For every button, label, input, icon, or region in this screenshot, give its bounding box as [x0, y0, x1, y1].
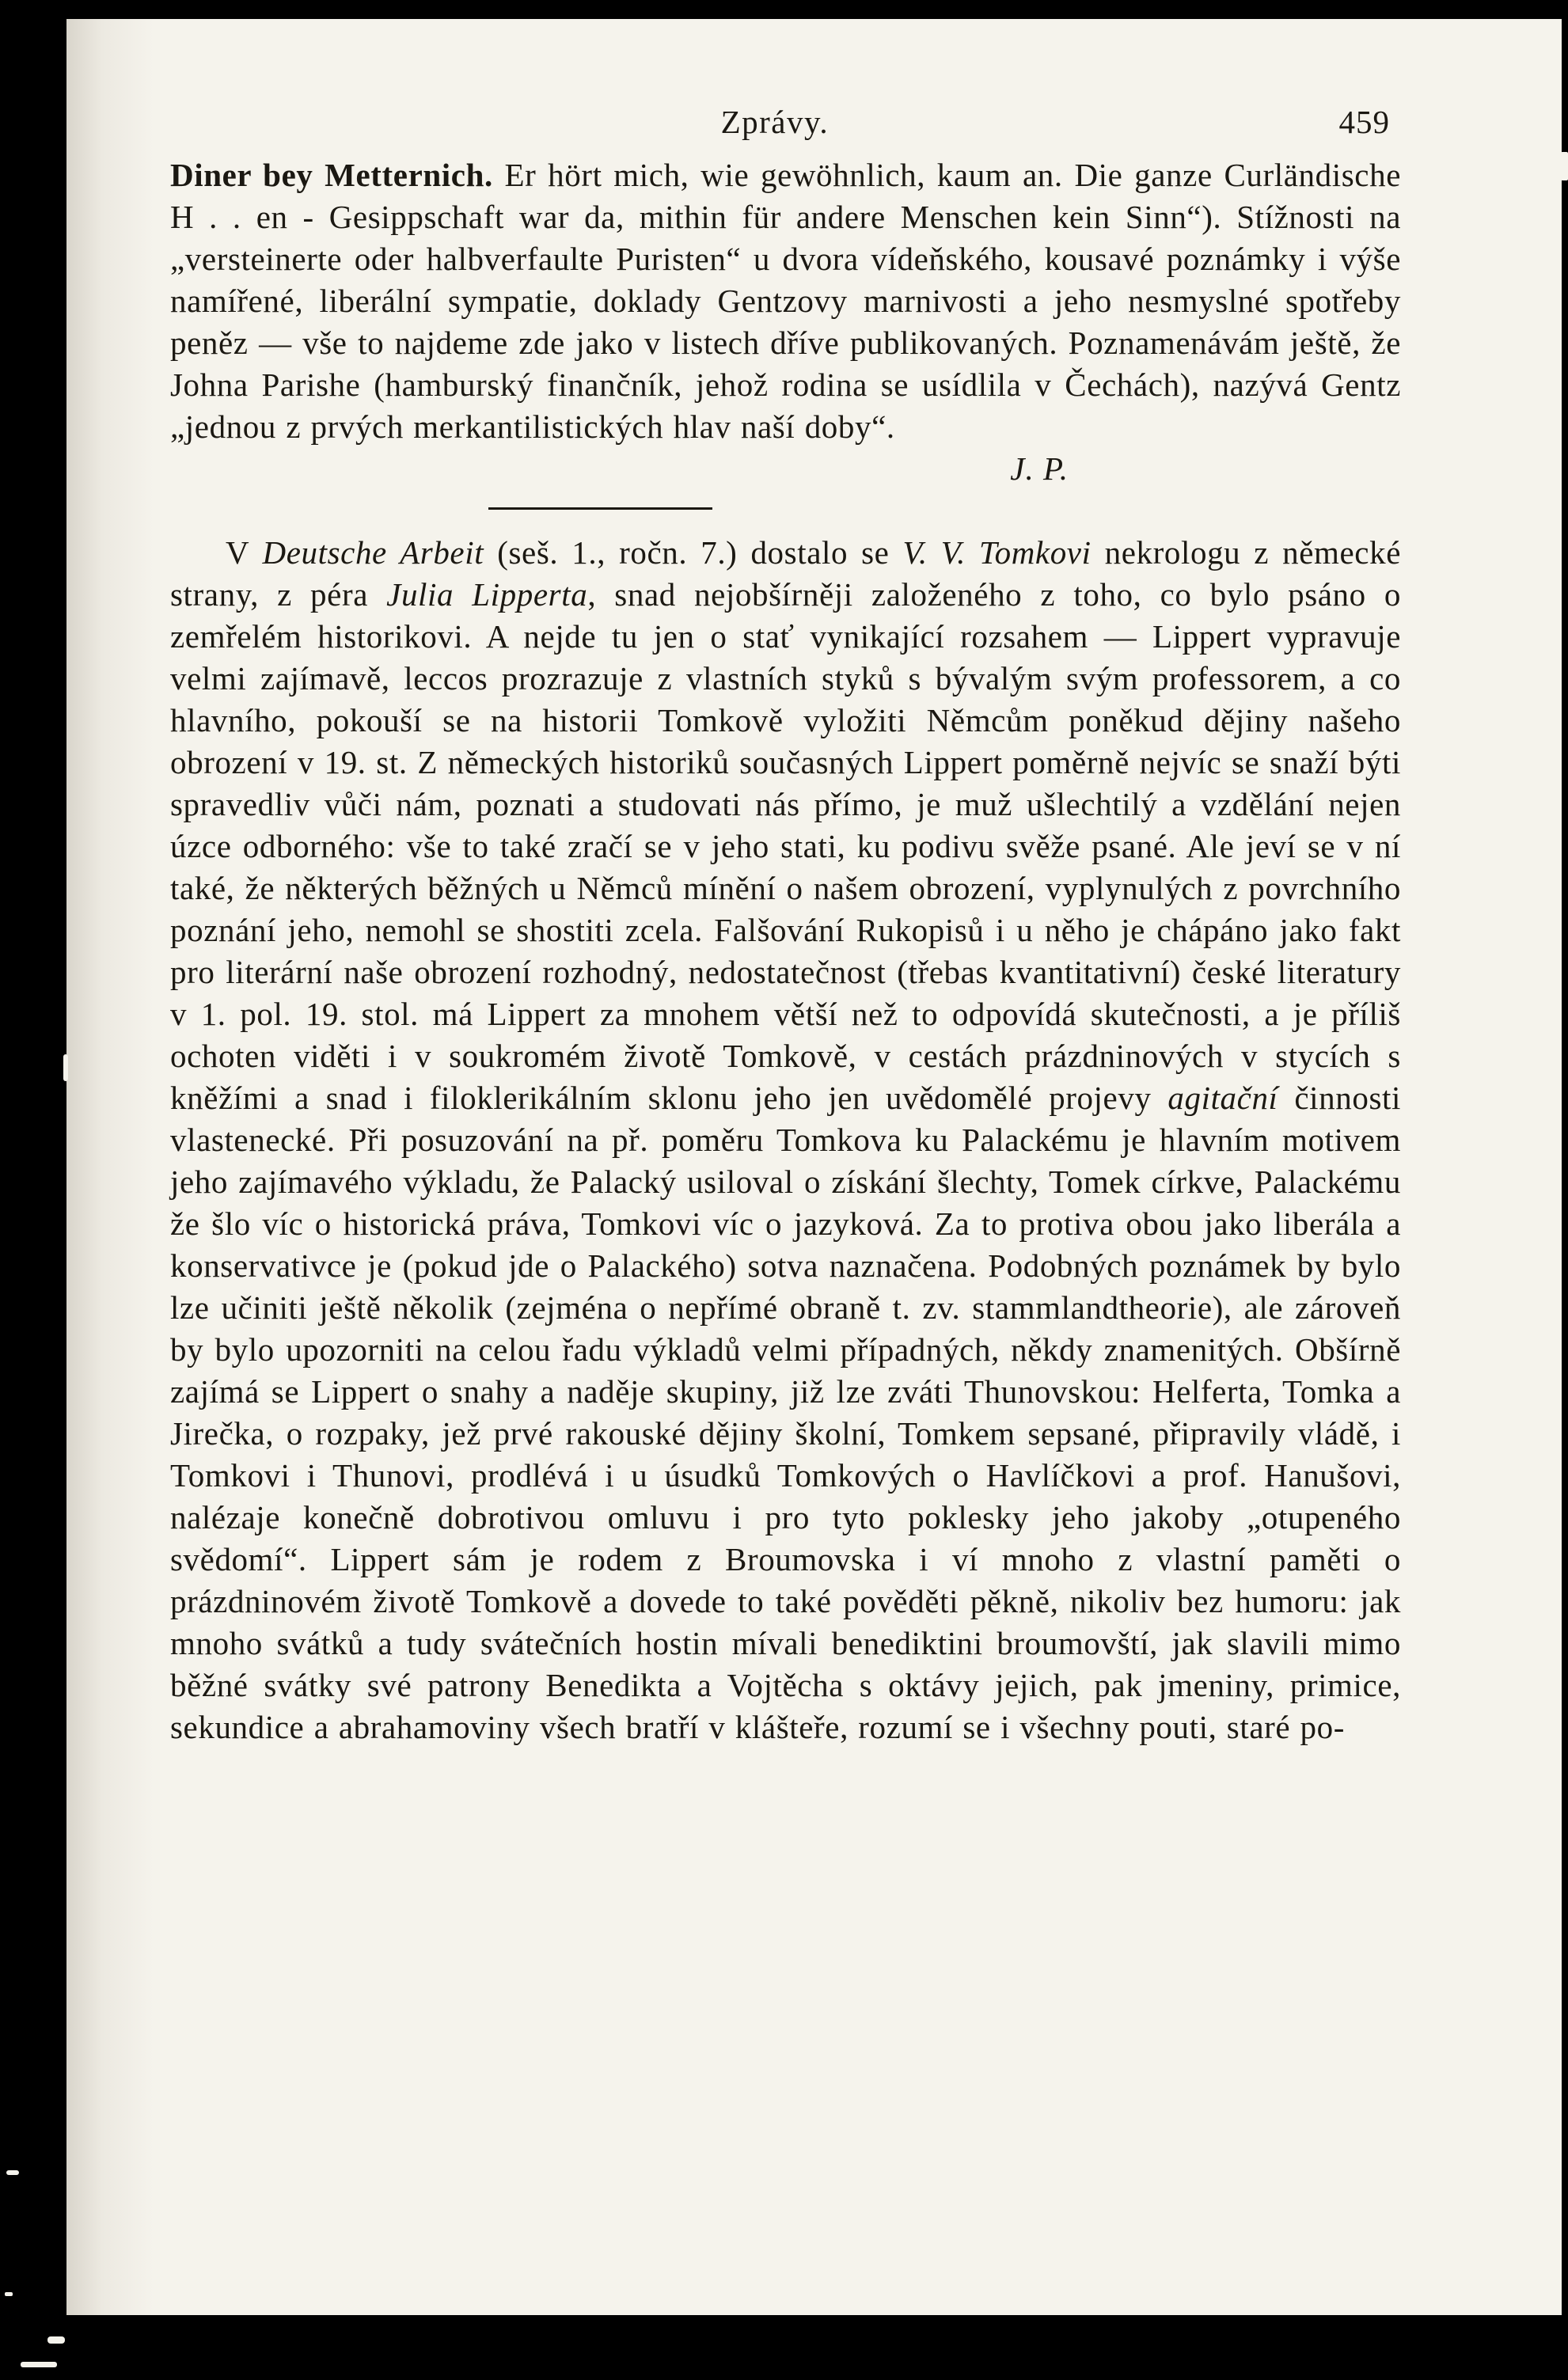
- author-initials: J. P.: [1010, 450, 1069, 487]
- running-title: Zprávy.: [720, 104, 830, 140]
- page-header: [170, 101, 1401, 143]
- book-page: [66, 19, 1562, 2315]
- paragraph-metternich-note: Diner bey Metternich. Er hört mich, wie gewöhnlich, kaum an. Die ganze Curländische H . . en - Gesippschaft war da, mithin für andere Menschen kein Sinn“). Stížnosti na „versteinerte oder halbverfaulte Puristen“ u dvora vídeňského, kousavé poznámky i výše namířené, liberální sympatie, doklady Gentzovy marnivosti a jeho nesmyslné spotřeby peněz — vše to najdeme zde jako v listech dříve publikovaných. Poznamenávám ještě, že Johna Parishe (hamburský finančník, jehož rodina se usídlila v Čechách), nazývá Gentz „jednou z prvých merkantilistických hlav naší doby“.: [170, 157, 1401, 445]
- scan-artifact-speck: [63, 1054, 68, 1081]
- scan-artifact-speck: [5, 2292, 13, 2296]
- scan-artifact-right-edge-notch: [1561, 152, 1568, 180]
- scan-artifact-speck: [47, 2336, 65, 2344]
- paragraph-tomek-necrology: V Deutsche Arbeit (seš. 1., ročn. 7.) dostalo se V. V. Tomkovi nekrologu z německé strany, z péra Julia Lipperta, snad nejobšírněji založeného z toho, co bylo psáno o zemřelém historikovi. A nejde tu jen o stať vynikající rozsahem — Lippert vypravuje velmi zajímavě, leccos prozrazuje z vlastních styků s bývalým svým professorem, a co hlavního, pokouší se na historii Tomkově vyložiti Němcům poněkud dějiny našeho obrození v 19. st. Z německých historiků současných Lippert poměrně nejvíc se snaží býti spravedliv vůči nám, poznati a studovati nás přímo, je muž ušlechtilý a vzdělání nejen úzce odborného: vše to také zračí se v jeho stati, ku podivu svěže psané. Ale jeví se v ní také, že některých běžných u Němců mínění o našem obrození, vyplynulých z povrchního poznání jeho, nemohl se shostiti zcela. Falšování Rukopisů i u něho je chápáno jako fakt pro literární naše obrození rozhodný, nedostatečnost (třebas kvantitativní) české literatury v 1. pol. 19. stol. má Lippert za mnohem větší než to odpovídá skutečnosti, a je příliš ochoten viděti i v soukromém životě Tomkově, v cestách prázdninových v stycích s kněžími a snad i filoklerikálním sklonu jeho jen uvědomělé projevy agitační činnosti vlastenecké. Při posuzování na př. poměru Tomkova ku Palackému je hlavním motivem jeho zajímavého výkladu, že Palacký usiloval o získání šlechty, Tomek církve, Palackému že šlo víc o historická práva, Tomkovi víc o jazyková. Za to protiva obou jako liberála a konservativce je (pokud jde o Palackého) sotva naznačena. Podobných poznámek by bylo lze učiniti ještě několik (zejména o nepřímé obraně t. zv. stammlandtheorie), ale zároveň by bylo upozorniti na celou řadu výkladů velmi případných, někdy znamenitých. Obšírně zajímá se Lippert o snahy a naděje skupiny, již lze zváti Thunovskou: Helferta, Tomka a Jirečka, o rozpaky, jež prvé rakouské dějiny školní, Tomkem sepsané, připravily vládě, i Tomkovi i Thunovi, prodlévá i u úsudků Tomkových o Havlíčkovi a prof. Hanušovi, nalézaje konečně dobrotivou omluvu i pro tyto poklesky jeho jakoby „otupeného svědomí“. Lippert sám je rodem z Broumovska i ví mnoho z vlastní paměti o prázdninovém životě Tomkově a dovede to také pověděti pěkně, nikoliv bez humoru: jak mnoho svátků a tudy svátečních hostin mívali benediktini broumovští, jak slavili mimo běžné svátky své patrony Benedikta a Vojtěcha s oktávy jejich, pak jmeniny, primice, sekundice a abrahamoviny všech bratří v klášteře, rozumí se i všechny pouti, staré po-: [170, 534, 1402, 1745]
- section-divider: [488, 507, 712, 510]
- page-content: [66, 19, 1562, 1748]
- scan-artifact-speck: [21, 2362, 57, 2367]
- scan-artifact-speck: [6, 2170, 19, 2175]
- page-number: 459: [1338, 104, 1390, 140]
